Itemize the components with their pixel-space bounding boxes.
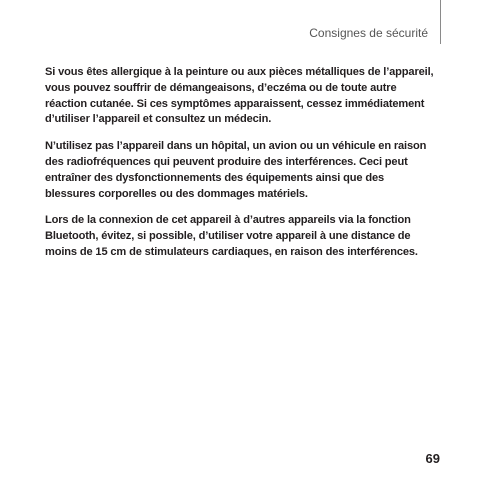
section-header-title: Consignes de sécurité — [309, 26, 428, 40]
header-divider-rule — [440, 0, 441, 44]
safety-text-body — [45, 65, 437, 272]
page-number: 69 — [425, 451, 440, 466]
paragraph-bluetooth-pacemaker-warning: Lors de la connexion de cet appareil à d’autres appareils via la fonction Bluetooth, évitez, si possible, d’utiliser votre appareil à une distance de moins de 15 cm de stimulateurs cardiaques, en raison des interférences. — [45, 214, 418, 258]
paragraph-hospital-aircraft-warning: N’utilisez pas l’appareil dans un hôpital, un avion ou un véhicule en raison des radiofréquences qui peuvent produire des interférences. Ceci peut entraîner des dysfonctionnements des équipements ainsi que des blessures corporelles ou des dommages matériels. — [45, 140, 427, 200]
paragraph-allergy-warning: Si vous êtes allergique à la peinture ou aux pièces métalliques de l’appareil, vous pouvez souffrir de démangeaisons, d’eczéma ou de toute autre réaction cutanée. Si ces symptômes apparaissent, cessez immédiatement d’utiliser l’appareil et consultez un médecin. — [45, 66, 434, 126]
